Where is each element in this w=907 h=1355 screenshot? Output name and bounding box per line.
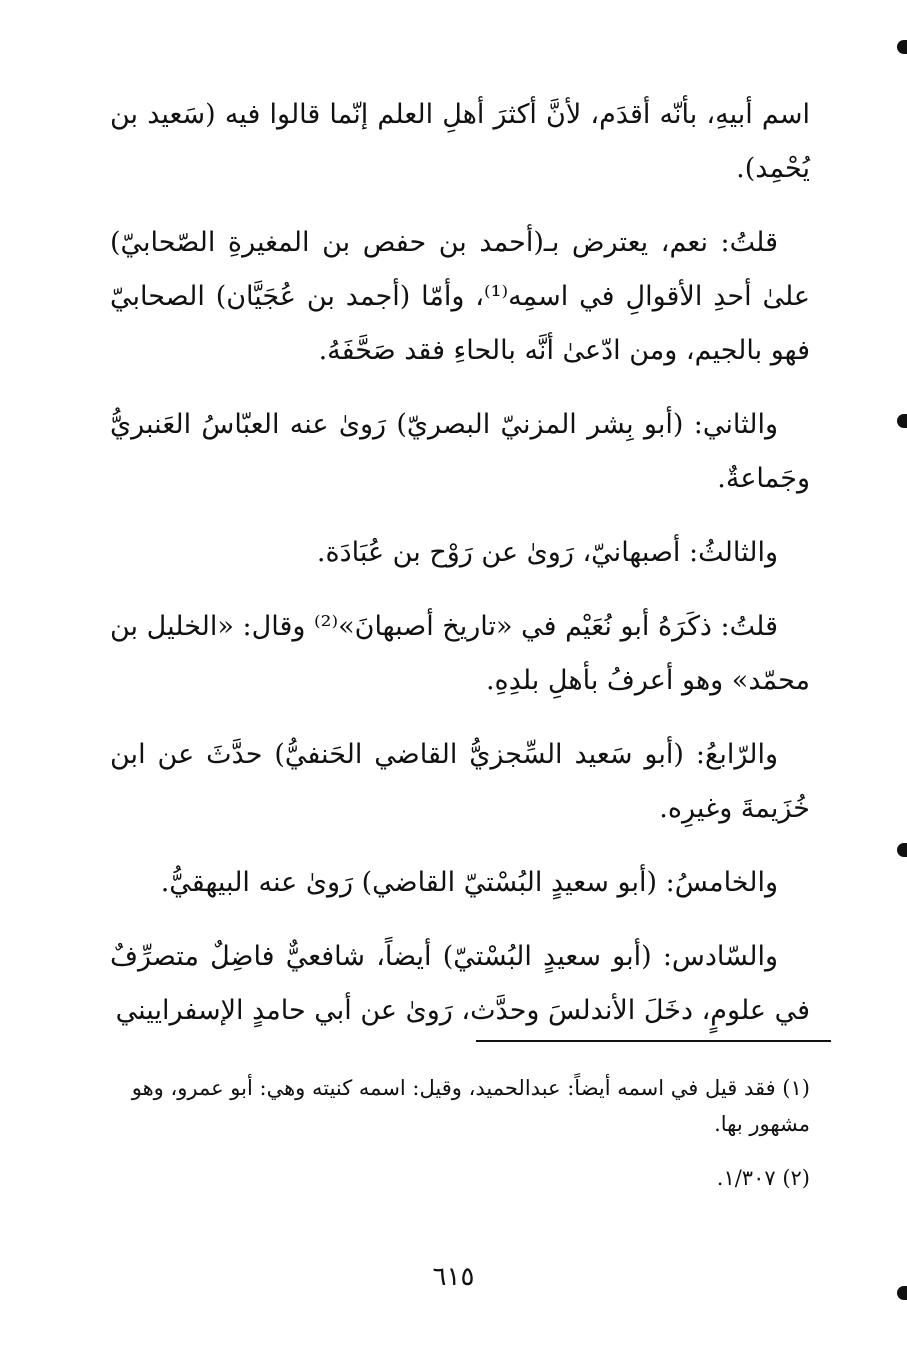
margin-mark-bottom bbox=[897, 1286, 907, 1300]
footnotes bbox=[110, 1070, 810, 1214]
paragraph-7: والخامسُ: (أبو سعيدٍ البُسْتيّ القاضي) رَوىٰ عنه البيهقيُّ. bbox=[160, 867, 778, 898]
footnote-divider bbox=[476, 1040, 831, 1042]
margin-mark-lower bbox=[897, 843, 907, 857]
paragraph-4: والثالثُ: أصبهانيّ، رَوىٰ عن رَوْح بن عُبَادَة. bbox=[316, 537, 778, 568]
paragraph-2: قلتُ: نعم، يعترض بـ(أحمد بن حفص بن المغيرةِ الصّحابيّ) علىٰ أحدِ الأقوالِ في اسمِه⁽¹⁾، وأمّا (أجمد بن عُجَيَّان) الصحابيّ فهو بالجيم، ومن ادّعىٰ أنَّه بالحاءِ فقد صَحَّفَهُ. bbox=[110, 227, 810, 366]
paragraph-1: اسم أبيهِ، بأنّه أقدَم، لأنَّ أكثرَ أهلِ العلم إنّما قالوا فيه (سَعيد بن يُحْمِد). bbox=[110, 99, 810, 184]
paragraph-6: والرّابعُ: (أبو سَعيد السِّجزيُّ القاضي الحَنفيُّ) حدَّثَ عن ابن خُزَيمةَ وغيرِه. bbox=[110, 739, 810, 824]
page-number: ٦١٥ bbox=[432, 1262, 475, 1292]
margin-mark-middle bbox=[897, 414, 907, 428]
margin-mark-top bbox=[897, 40, 907, 54]
footnote-2: (٢) ١/٣٠٧. bbox=[716, 1166, 810, 1190]
main-text bbox=[110, 88, 810, 1058]
paragraph-3: والثاني: (أبو بِشر المزنيّ البصريّ) رَوىٰ عنه العبّاسُ العَنبريُّ وجَماعةٌ. bbox=[110, 409, 810, 494]
paragraph-8: والسّادس: (أبو سعيدٍ البُسْتيّ) أيضاً، شافعيٌّ فاضِلٌ متصرِّفٌ في علومٍ، دخَلَ الأندلسَ وحدَّث، رَوىٰ عن أبي حامدٍ الإسفراييني bbox=[110, 941, 810, 1026]
footnote-1: (١) فقد قيل في اسمه أيضاً: عبدالحميد، وقيل: اسمه كنيته وهي: أبو عمرو، وهو مشهور بها. bbox=[131, 1076, 810, 1136]
paragraph-5: قلتُ: ذكَرَهُ أبو نُعَيْم في «تاريخ أصبهانَ»⁽²⁾ وقال: «الخليل بن محمّد» وهو أعرفُ بأهلِ بلدِهِ. bbox=[110, 611, 810, 696]
